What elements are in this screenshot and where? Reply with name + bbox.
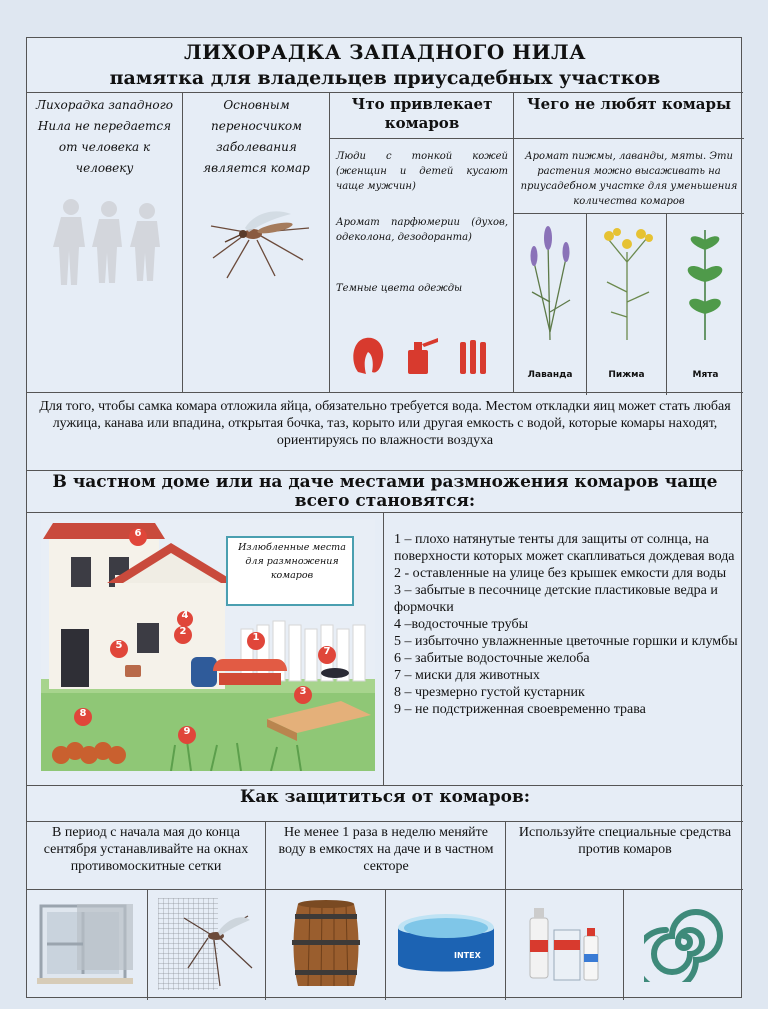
attracts-heading: Что привлекает комаров — [351, 95, 493, 132]
mint-icon — [675, 220, 737, 344]
breeding-item-2: 2 - оставленные на улице без крышек емкости для воды — [394, 566, 727, 581]
tip-repellents — [505, 822, 743, 890]
pool-icon — [396, 908, 496, 982]
breeding-item-1: 1 – плохо натянутые тенты для защиты от солнца, на поверхности которых может скапливаться дождевая вода — [394, 532, 735, 564]
plant-mint — [666, 214, 744, 395]
pool-brand: INTEX — [454, 951, 481, 960]
plant-label-tansy: Пижма — [608, 370, 645, 380]
breeding-heading-box — [27, 470, 743, 512]
breeding-list-text — [394, 531, 738, 718]
attractants-icon — [348, 332, 498, 378]
window-net-image — [27, 890, 147, 1000]
breeding-item-7: 7 – миски для животных — [394, 668, 540, 683]
breeding-item-4: 4 –водосточные трубы — [394, 617, 528, 632]
net-mosquito-image — [147, 890, 265, 1000]
marker-8: 8 — [79, 708, 87, 719]
attracts-list — [330, 138, 514, 393]
breeding-item-8: 8 – чрезмерно густой кустарник — [394, 685, 585, 700]
coil-image — [623, 890, 743, 1000]
fact-not-transmitted-text: Лихорадка западного Нила не передается от человека к человеку — [36, 98, 173, 175]
tips-row — [27, 821, 743, 889]
main-title: ЛИХОРАДКА ЗАПАДНОГО НИЛА — [183, 40, 587, 64]
tip-water — [265, 822, 505, 890]
dislikes-text: Аромат пижмы, лаванды, мяты. Эти растения можно высаживать на приусадебном участке для уменьшения количества комаров — [520, 151, 738, 207]
plant-tansy — [586, 214, 666, 395]
marker-4: 4 — [181, 610, 189, 621]
people-silhouette-icon — [49, 197, 169, 287]
breeding-heading: В частном доме или на даче местами размножения комаров чаще всего становятся: — [52, 472, 718, 511]
mosquito-icon — [205, 198, 315, 283]
dislikes-column — [513, 93, 743, 393]
yard-caption: Излюбленные места для размножения комаров — [238, 542, 346, 581]
lavender-icon — [520, 222, 580, 342]
protect-heading-box — [27, 785, 743, 821]
breeding-item-9: 9 – не подстриженная своевременно трава — [394, 702, 646, 717]
attracts-item-dark-clothes: Темные цвета одежды — [336, 283, 463, 294]
subtitle: памятка для владельцев приусадебных участков — [109, 67, 661, 89]
water-note: Для того, чтобы самка комара отложила яйца, обязательно требуется вода. Местом откладки яиц может стать любая лужица, канава или впадина, открытая бочка, таз, корыто или другая емкость с водой, которые комары находят, ориентируясь по влажности воздуха — [39, 399, 731, 448]
repellents-image — [505, 890, 623, 1000]
breeding-illustration — [27, 513, 383, 786]
leaflet — [26, 37, 742, 998]
marker-2: 2 — [179, 626, 187, 637]
tip-nets-text: В период с начала мая до конца сентября устанавливайте на окнах противомоскитные сетки — [43, 825, 249, 874]
breeding-item-6: 6 – забитые водосточные желоба — [394, 651, 590, 666]
barrel-image — [265, 890, 385, 1000]
protect-heading: Как защититься от комаров: — [239, 787, 531, 807]
breeding-row — [27, 512, 743, 785]
protect-images-row — [27, 889, 743, 999]
breeding-item-3: 3 – забытые в песочнице детские пластиковые ведра и формочки — [394, 583, 718, 615]
marker-3: 3 — [299, 686, 307, 697]
attracts-column — [329, 93, 513, 393]
marker-5: 5 — [115, 640, 123, 651]
tip-repellents-text: Используйте специальные средства против комаров — [518, 825, 732, 857]
tansy-icon — [597, 222, 659, 342]
marker-1: 1 — [252, 632, 260, 643]
top-row — [27, 92, 743, 392]
attracts-item-skin: Люди с тонкой кожей (женщин и детей кусают чаще мужчин) — [336, 151, 508, 192]
pool-image — [385, 890, 505, 1000]
breeding-list — [383, 513, 743, 786]
barrel-icon — [288, 898, 364, 992]
tip-water-text: Не менее 1 раза в неделю меняйте воду в емкостях на даче и в частном секторе — [278, 825, 494, 874]
fact-main-carrier — [182, 93, 329, 393]
plant-label-mint: Мята — [692, 370, 719, 380]
net-mosquito-icon — [158, 898, 256, 990]
plants-row — [514, 213, 744, 394]
dislikes-body — [514, 138, 744, 393]
marker-9: 9 — [183, 726, 191, 737]
tip-nets — [27, 822, 265, 890]
mosquito-coil-icon — [644, 902, 724, 982]
breeding-item-5: 5 – избыточно увлажненные цветочные горшки и клумбы — [394, 634, 738, 649]
repellent-bottles-icon — [520, 900, 612, 988]
dislikes-heading: Чего не любят комары — [526, 95, 732, 113]
plant-label-lavender: Лаванда — [527, 370, 573, 380]
window-net-icon — [37, 900, 137, 986]
attracts-item-perfume: Аромат парфюмерии (духов, одеколона, дезодоранта) — [336, 217, 508, 243]
plant-lavender — [514, 214, 586, 395]
fact-main-carrier-text: Основным переносчиком заболевания является комар — [203, 98, 310, 175]
fact-not-transmitted — [27, 93, 182, 393]
water-note-box — [27, 392, 743, 470]
marker-6: 6 — [134, 528, 142, 539]
marker-7: 7 — [323, 646, 331, 657]
